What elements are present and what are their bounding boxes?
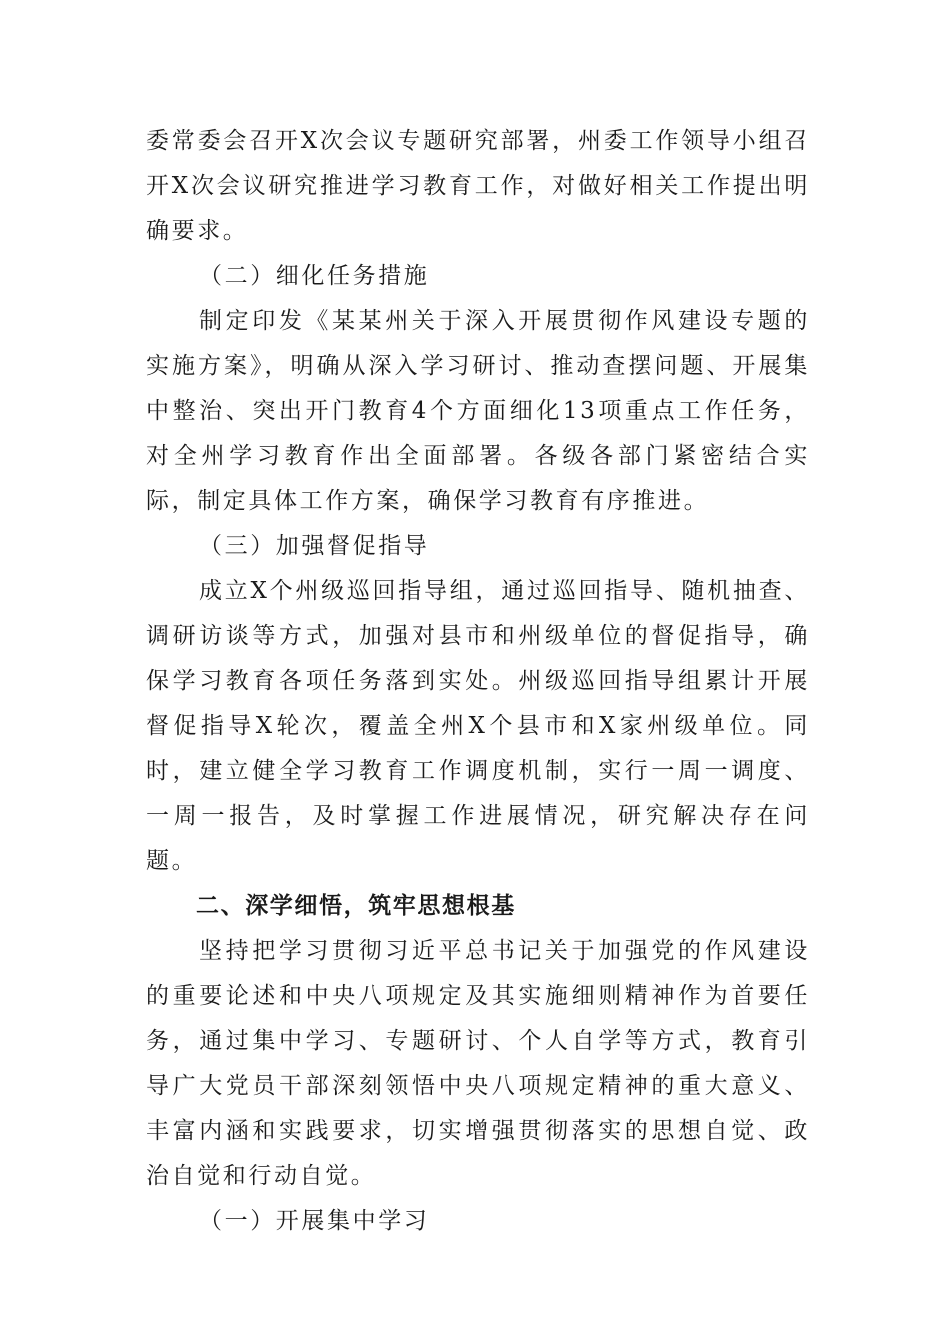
document-body xyxy=(146,119,810,1244)
paragraph-deep-study: 坚持把学习贯彻习近平总书记关于加强党的作风建设的重要论述和中央八项规定及其实施细则精神作为首要任务，通过集中学习、专题研讨、个人自学等方式，教育引导广大党员干部深刻领悟中央八项规定精神的重大意义、丰富内涵和实践要求，切实增强贯彻落实的思想自觉、政治自觉和行动自觉。 xyxy=(146,938,810,1189)
section-heading-2: 二、深学细悟，筑牢思想根基 xyxy=(196,893,516,919)
paragraph-continued: 委常委会召开X次会议专题研究部署，州委工作领导小组召开X次会议研究推进学习教育工作，对做好相关工作提出明确要求。 xyxy=(146,128,810,244)
subsection-heading-1: （一）开展集中学习 xyxy=(199,1208,430,1234)
paragraph-supervision: 成立X个州级巡回指导组，通过巡回指导、随机抽查、调研访谈等方式，加强对县市和州级单位的督促指导，确保学习教育各项任务落到实处。州级巡回指导组累计开展督促指导X轮次，覆盖全州X个县市和X家州级单位。同时，建立健全学习教育工作调度机制，实行一周一调度、一周一报告，及时掌握工作进展情况，研究解决存在问题。 xyxy=(146,578,810,874)
paragraph-task-measures: 制定印发《某某州关于深入开展贯彻作风建设专题的实施方案》，明确从深入学习研讨、推动查摆问题、开展集中整治、突出开门教育4个方面细化13项重点工作任务，对全州学习教育作出全面部署。各级各部门紧密结合实际，制定具体工作方案，确保学习教育有序推进。 xyxy=(146,308,810,514)
subsection-heading-3: （三）加强督促指导 xyxy=(199,533,430,559)
subsection-heading-2: （二）细化任务措施 xyxy=(199,263,430,289)
